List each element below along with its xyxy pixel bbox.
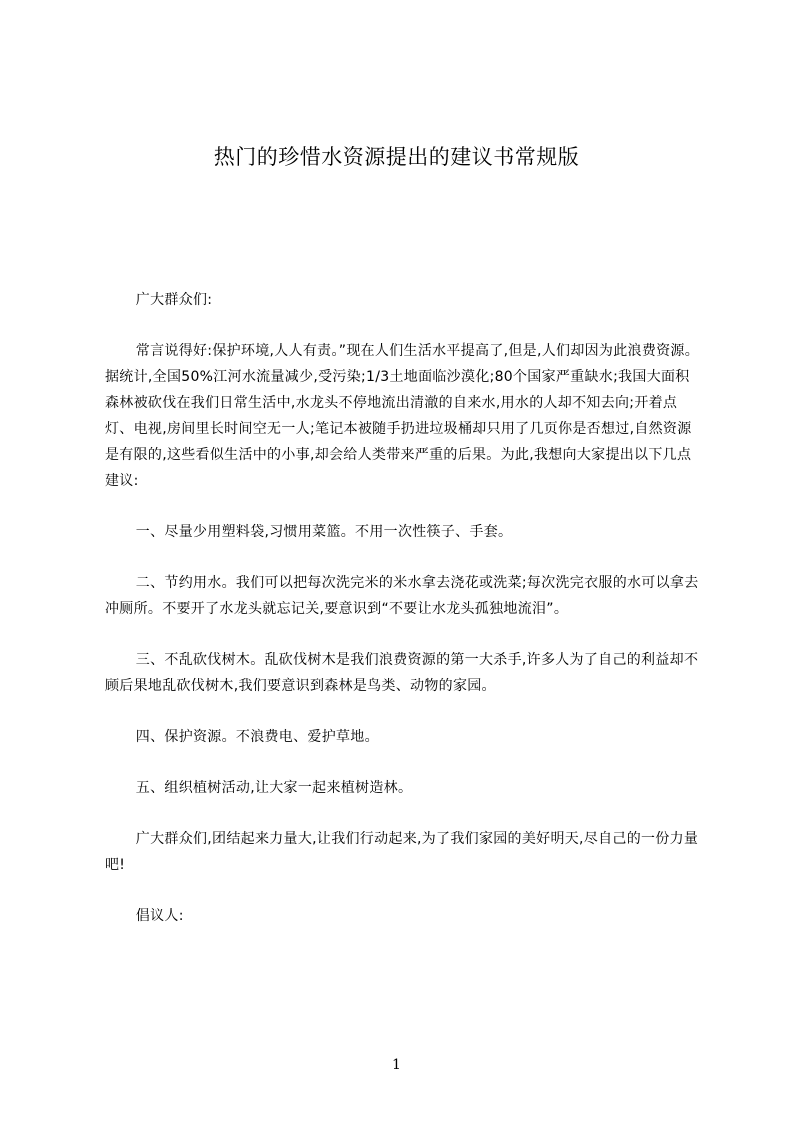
suggestion-2-paragraph: 二、节约用水。我们可以把每次洗完米的米水拿去浇花或洗菜;每次洗完衣服的水可以拿去冲厕所。不要开了水龙头就忘记关,要意识到“不要让水龙头孤独地流泪”。 xyxy=(105,575,699,617)
intro-paragraph: 常言说得好:保护环境,人人有责。”现在人们生活水平提高了,但是,人们却因为此浪费资源。据统计,全国50%江河水流量减少,受污染;1/3土地面临沙漠化;80个国家严重缺水;我国大面积森林被砍伐在我们日常生活中,水龙头不停地流出清澈的自来水,用水的人却不知去向;开着点灯、电视,房间里长时间空无一人;笔记本被随手扔进垃圾桶却只用了几页你是否想过,自然资源是有限的,这些看似生活中的小事,却会给人类带来严重的后果。为此,我想向大家提出以下几点建议: xyxy=(105,343,700,489)
salutation-paragraph: 广大群众们: xyxy=(135,292,213,308)
document-body xyxy=(105,287,703,954)
suggestion-4-paragraph: 四、保护资源。不浪费电、爱护草地。 xyxy=(135,729,379,745)
suggestion-3-paragraph: 三、不乱砍伐树木。乱砍伐树木是我们浪费资源的第一大杀手,许多人为了自己的利益却不顾后果地乱砍伐树木,我们要意识到森林是鸟类、动物的家园。 xyxy=(105,652,699,694)
suggestion-5-paragraph: 五、组织植树活动,让大家一起来植树造林。 xyxy=(135,780,413,796)
document-title: 热门的珍惜水资源提出的建议书常规版 xyxy=(213,145,580,169)
suggestion-1-paragraph: 一、尽量少用塑料袋,习惯用菜篮。不用一次性筷子、手套。 xyxy=(135,524,513,540)
signature-paragraph: 倡议人: xyxy=(135,908,184,924)
page-number: 1 xyxy=(392,1057,401,1073)
closing-paragraph: 广大群众们,团结起来力量大,让我们行动起来,为了我们家园的美好明天,尽自己的一份力量吧! xyxy=(105,831,699,873)
